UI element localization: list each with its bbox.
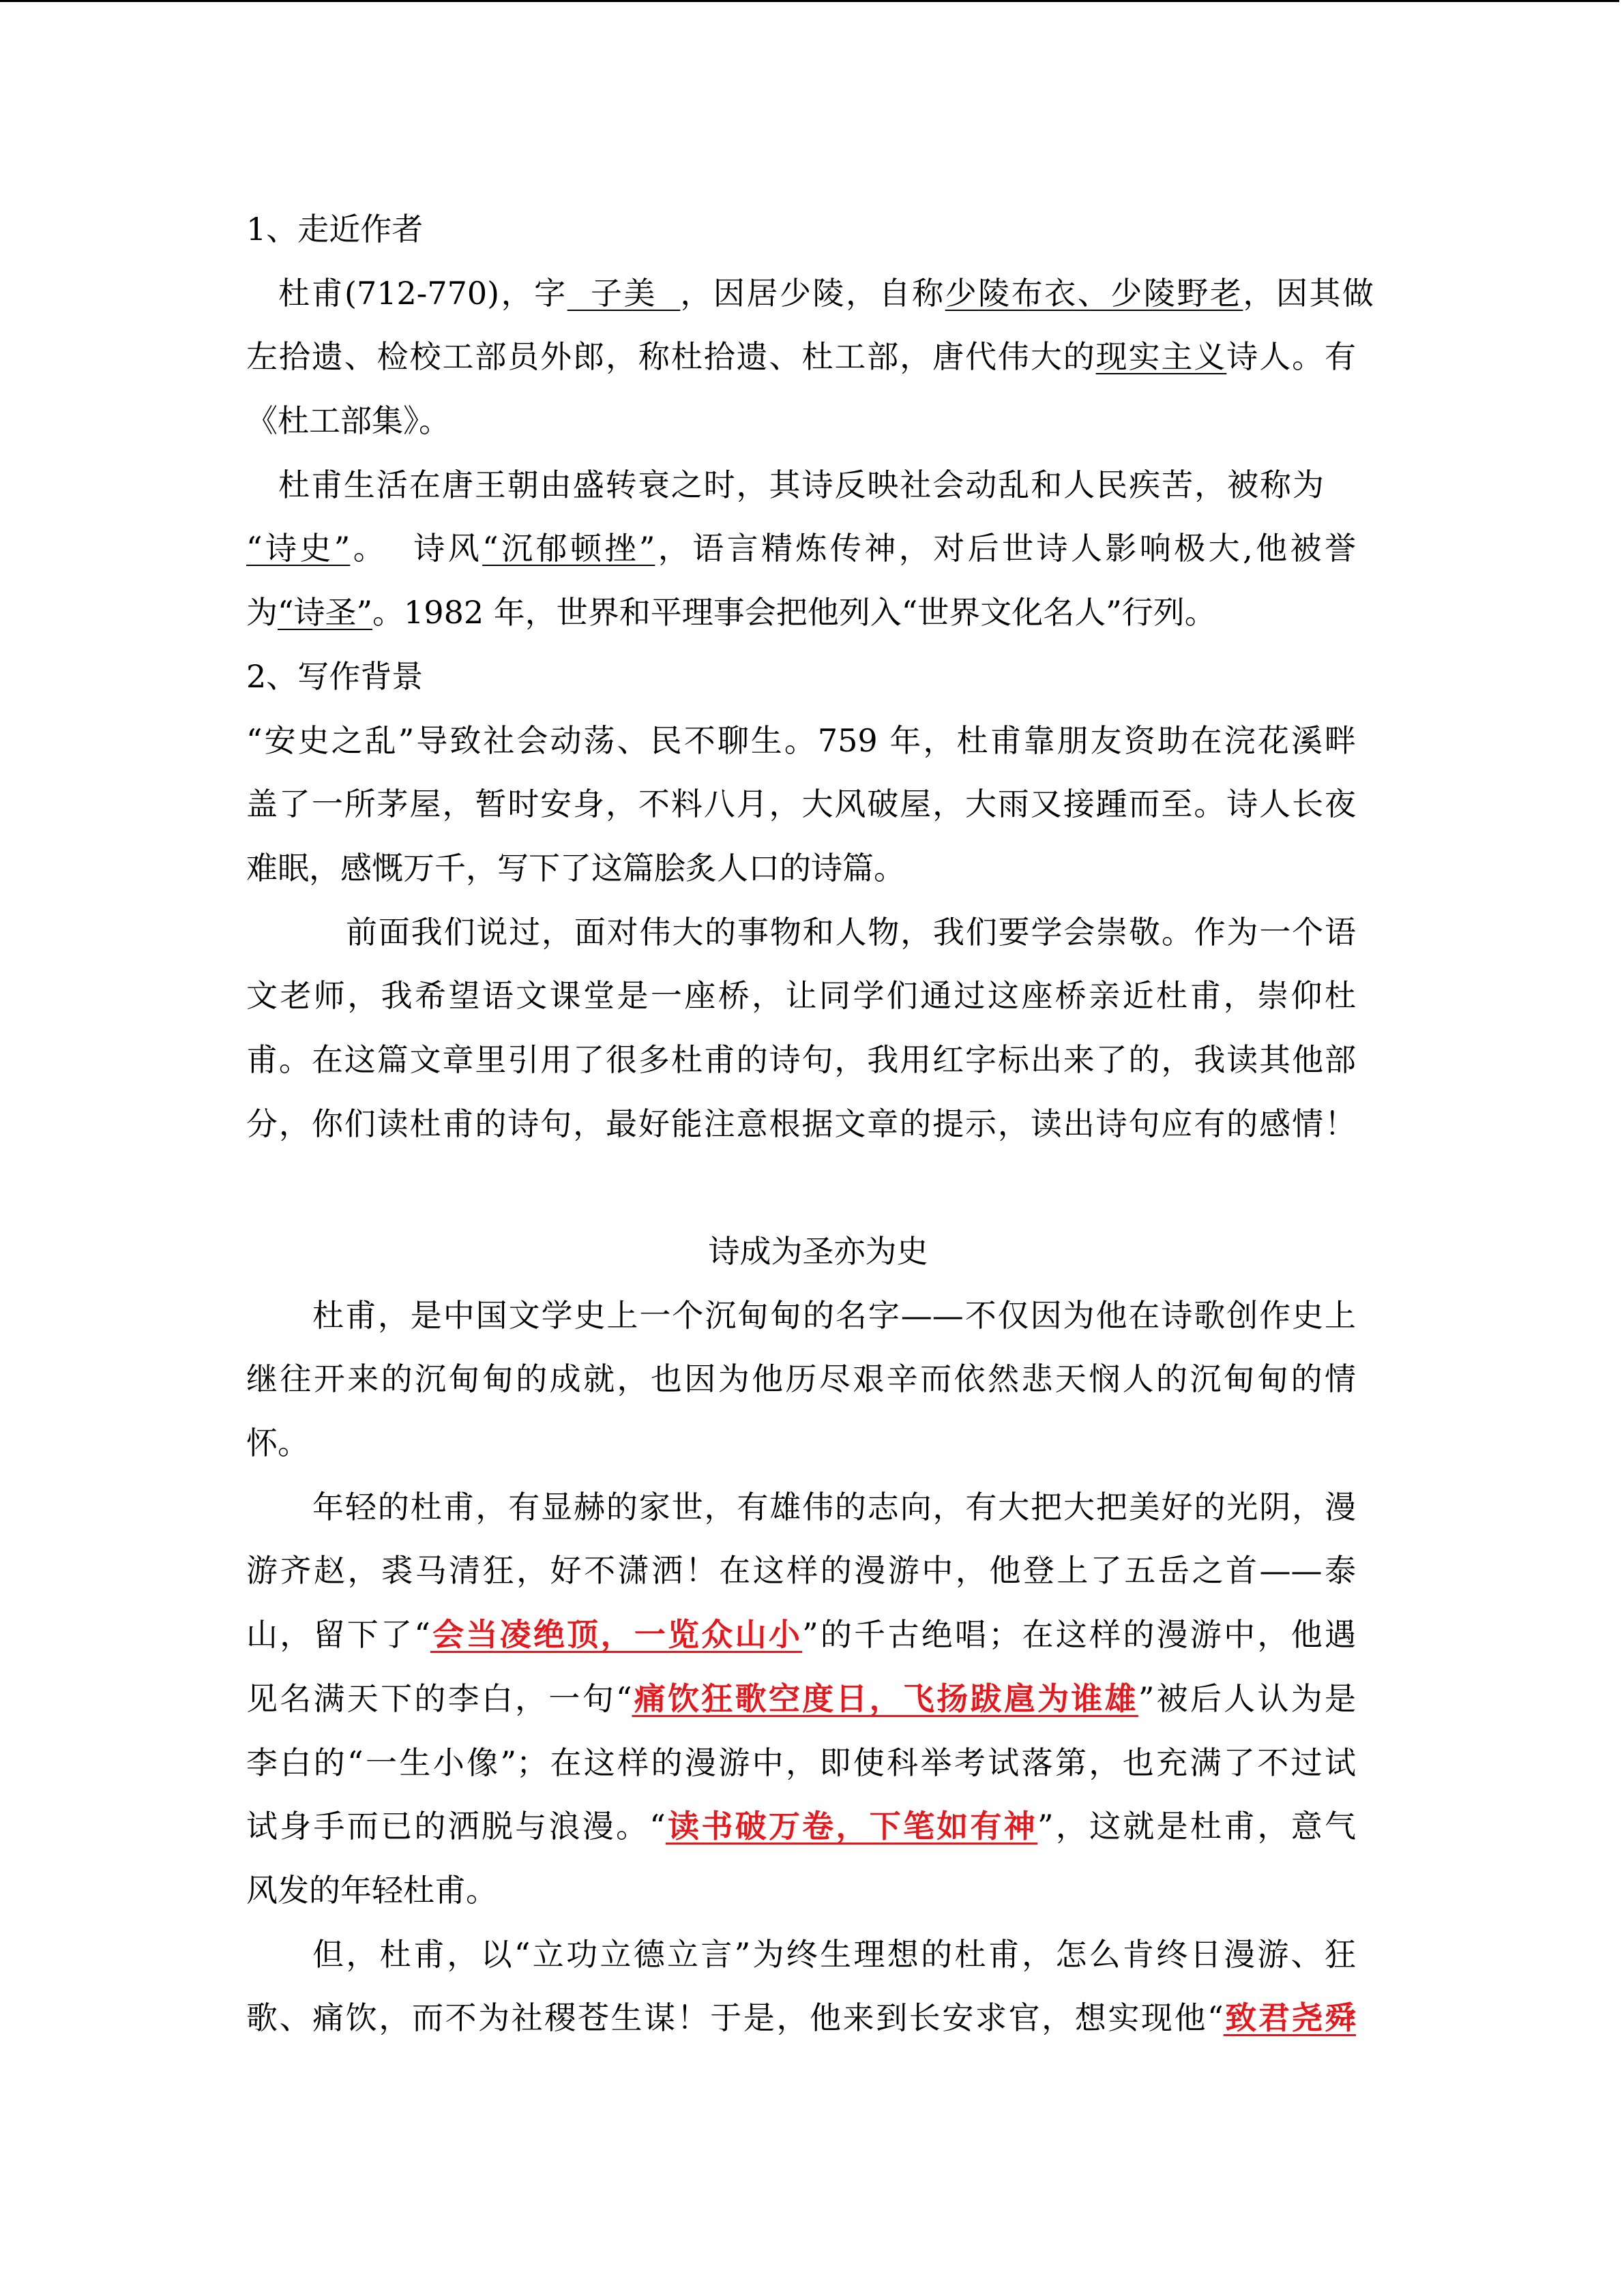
text-run: 年轻的杜甫，有显赫的家世，有雄伟的志向，有大把大把美好的光阴，漫	[312, 1488, 1356, 1525]
red-quote: 痛饮狂歌空度日，飞扬跋扈为谁雄	[632, 1680, 1138, 1717]
text-run: 难眠，感慨万千，写下了这篇脍炙人口的诗篇。	[246, 849, 905, 886]
text-run: 《杜工部集》。	[246, 402, 450, 440]
text-run: 歌、痛饮，而不为社稷苍生谋！于是，他来到长安求官，想实现他“	[246, 1999, 1224, 2037]
text-line	[246, 581, 1356, 645]
text-line	[246, 1028, 1356, 1092]
text-line	[246, 1859, 1356, 1923]
text-line	[246, 773, 1356, 837]
section-heading: 1、走近作者	[246, 211, 424, 248]
text-run: ”，这就是杜甫，意气	[1037, 1808, 1356, 1845]
text-run: 但，杜甫，以“立功立德立言”为终生理想的杜甫，怎么肯终日漫游、狂	[312, 1935, 1356, 1973]
text-line	[246, 964, 1356, 1028]
text-run: 怀。	[246, 1425, 309, 1462]
text-line	[246, 1539, 1356, 1603]
text-line	[246, 1603, 1356, 1667]
red-quote: 致君尧舜	[1223, 1999, 1356, 2037]
text-run: 李白的“一生小像”；在这样的漫游中，即使科举考试落第，也充满了不过试	[246, 1744, 1356, 1781]
underlined-term: 现实主义	[1095, 338, 1227, 376]
text-run: 。 诗风	[350, 530, 483, 567]
text-line	[246, 262, 1374, 326]
text-line	[246, 837, 1356, 901]
underlined-term: “诗史”	[246, 530, 351, 567]
text-line	[246, 1795, 1356, 1859]
text-run: ，因居少陵，自称	[680, 274, 945, 312]
blank-line	[246, 1156, 1356, 1220]
text-run: 为	[246, 594, 278, 631]
text-line	[246, 1284, 1356, 1348]
underlined-term: “诗圣”	[278, 594, 373, 631]
text-run: 文老师，我希望语文课堂是一座桥，让同学们通过这座桥亲近杜甫，崇仰杜	[246, 977, 1356, 1015]
text-run: “安史之乱”导致社会动荡、民不聊生。759 年，杜甫靠朋友资助在浣花溪畔	[246, 721, 1356, 759]
text-run: 盖了一所茅屋，暂时安身，不料八月，大风破屋，大雨又接踵而至。诗人长夜	[246, 786, 1356, 823]
text-line	[246, 453, 1356, 518]
text-run: ，因其做	[1243, 274, 1374, 312]
text-line	[246, 1923, 1356, 1987]
text-run: 试身手而已的洒脱与浪漫。“	[246, 1808, 666, 1845]
text-run: 。1982 年，世界和平理事会把他列入“世界文化名人”行列。	[372, 594, 1216, 631]
text-line	[246, 1412, 1356, 1476]
text-run: 风发的年轻杜甫。	[246, 1871, 497, 1909]
underlined-term: “沉郁顿挫”	[482, 530, 655, 567]
text-line	[246, 389, 1356, 453]
page-top-border	[0, 0, 1619, 2]
section-heading: 2、写作背景	[246, 657, 424, 695]
text-line	[246, 1986, 1356, 2051]
text-run: 前面我们说过，面对伟大的事物和人物，我们要学会崇敬。作为一个语	[346, 913, 1356, 951]
text-run: 继往开来的沉甸甸的成就，也因为他历尽艰辛而依然悲天悯人的沉甸甸的情	[246, 1360, 1356, 1398]
article-title: 诗成为圣亦为史	[708, 1233, 928, 1270]
red-quote: 读书破万卷，下笔如有神	[665, 1808, 1038, 1845]
text-line	[246, 1667, 1356, 1731]
text-line	[246, 901, 1356, 965]
text-line	[246, 1347, 1356, 1412]
text-run: 左拾遗、检校工部员外郎，称杜拾遗、杜工部，唐代伟大的	[246, 338, 1096, 376]
text-run: 杜甫生活在唐王朝由盛转衰之时，其诗反映社会动乱和人民疾苦，被称为	[278, 466, 1324, 503]
text-line	[246, 517, 1356, 581]
text-run: 见名满天下的李白，一句“	[246, 1680, 632, 1717]
text-line	[246, 1476, 1356, 1540]
text-run: 杜甫(712-770)，字	[278, 274, 567, 312]
text-run: 山，留下了“	[246, 1616, 430, 1654]
text-line	[246, 1731, 1356, 1795]
text-run: 杜甫，是中国文学史上一个沉甸甸的名字——不仅因为他在诗歌创作史上	[312, 1296, 1356, 1334]
text-run: 甫。在这篇文章里引用了很多杜甫的诗句，我用红字标出来了的，我读其他部	[246, 1041, 1356, 1078]
red-quote: 会当凌绝顶，一览众山小	[430, 1616, 803, 1654]
text-run: 诗人。有	[1226, 338, 1356, 376]
text-line	[246, 1092, 1356, 1157]
document-body	[246, 198, 1374, 2051]
underlined-term: 子美	[567, 274, 681, 312]
text-run: ”被后人认为是	[1138, 1680, 1356, 1717]
text-run: ，语言精炼传神，对后世诗人影响极大,他被誉	[655, 530, 1356, 567]
text-run: 分，你们读杜甫的诗句，最好能注意根据文章的提示，读出诗句应有的感情！	[246, 1105, 1356, 1142]
text-run: 游齐赵，裘马清狂，好不潇洒！在这样的漫游中，他登上了五岳之首——泰	[246, 1552, 1356, 1590]
text-line	[246, 325, 1356, 389]
text-line	[246, 709, 1356, 773]
underlined-term: 少陵布衣、少陵野老	[945, 274, 1243, 312]
text-run: ”的千古绝唱；在这样的漫游中，他遇	[802, 1616, 1356, 1654]
